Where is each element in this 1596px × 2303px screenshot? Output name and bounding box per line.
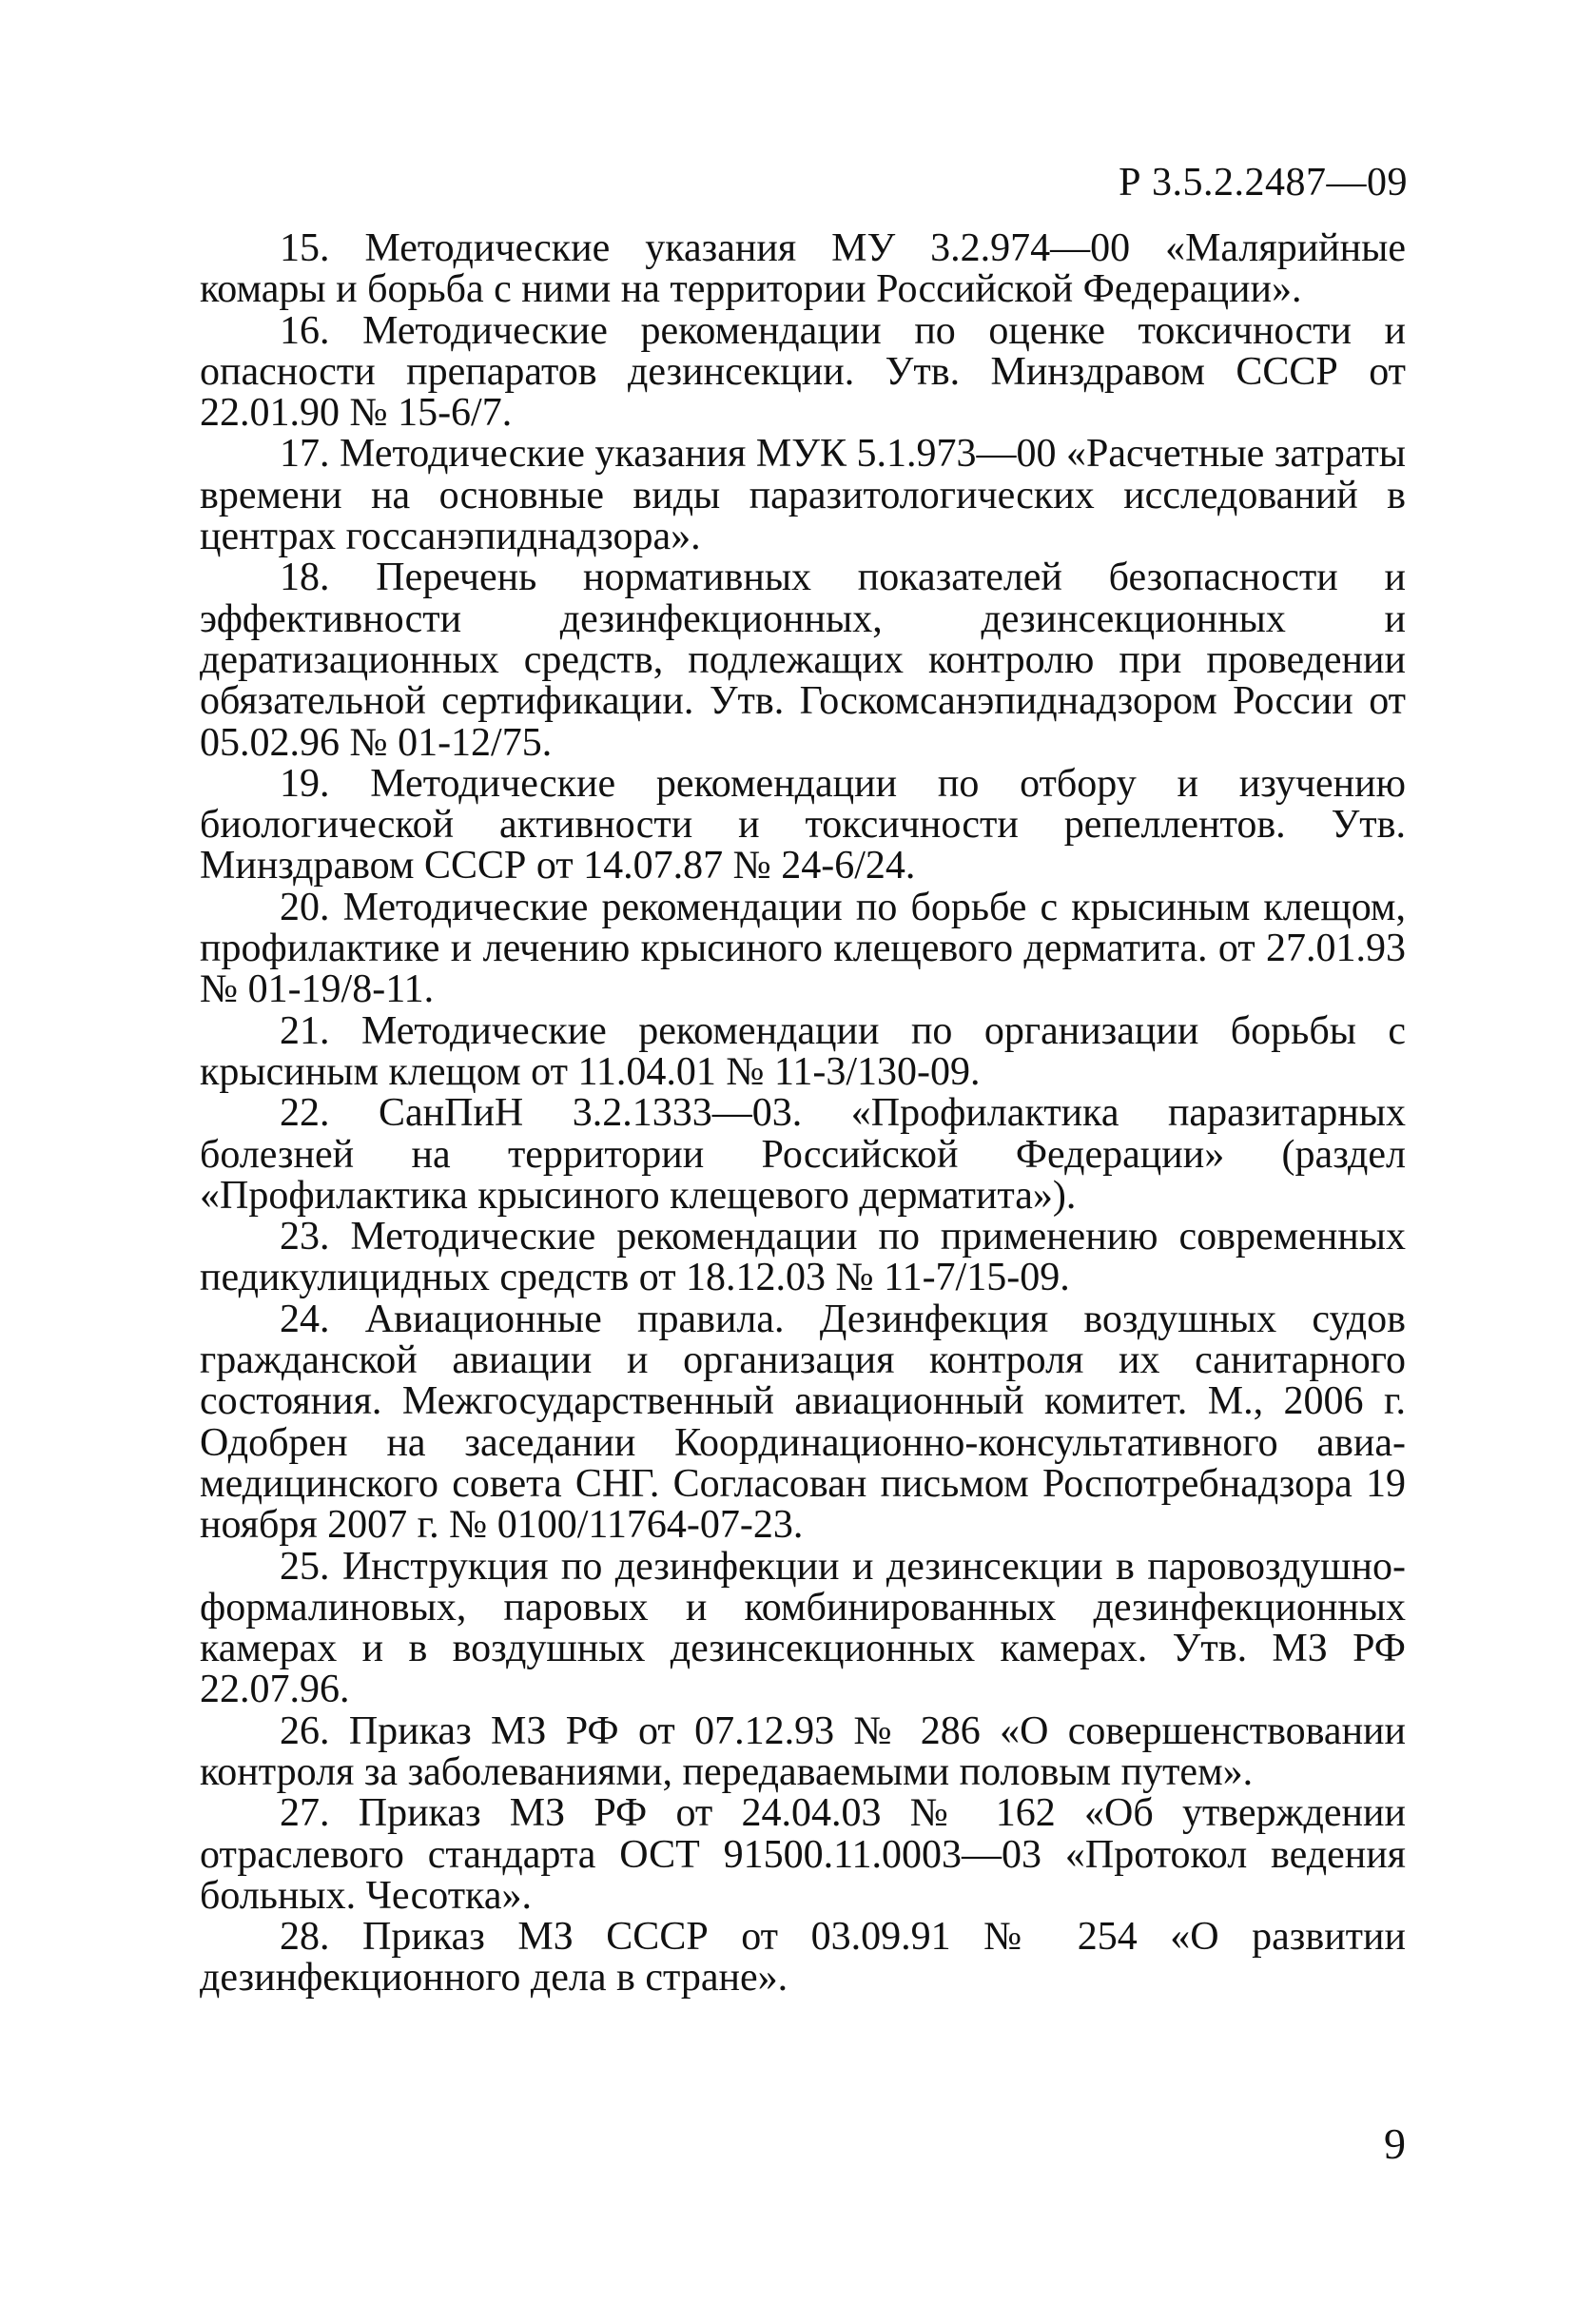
- reference-item-27: 27. Приказ МЗ РФ от 24.04.03 № 162 «Об утверждении отраслевого стандарта ОСТ 91500.11.0003—03 «Протокол ведения больных. Чесотка».: [200, 1791, 1406, 1918]
- document-code-header: Р 3.5.2.2487—09: [1119, 161, 1408, 205]
- reference-item-22: 22. СанПиН 3.2.1333—03. «Профилактика паразитарных болезней на территории Российской Федерации» (раздел «Профилактика крысиного клещевого дерматита»).: [200, 1091, 1406, 1218]
- reference-item-26: 26. Приказ МЗ РФ от 07.12.93 № 286 «О совершенствовании контроля за заболеваниями, передаваемыми половым путем».: [200, 1708, 1406, 1794]
- reference-item-23: 23. Методические рекомендации по применению современных педикулицидных средств от 18.12.03 № 11-7/15-09.: [200, 1215, 1406, 1300]
- reference-item-28: 28. Приказ МЗ СССР от 03.09.91 № 254 «О развитии дезинфекционного дела в стране».: [200, 1915, 1406, 2000]
- page-number: 9: [1384, 2119, 1406, 2168]
- reference-item-17: 17. Методические указания МУК 5.1.973—00 «Расчетные затраты времени на основные виды паразитологических исследований в центрах госсанэпиднадзора».: [200, 432, 1406, 559]
- reference-item-25: 25. Инструкция по дезинфекции и дезинсекции в паровоздушно-формалиновых, паровых и комбинированных дезинфекционных камерах и в воздушных дезинсекционных камерах. Утв. МЗ РФ 22.07.96.: [200, 1544, 1406, 1712]
- reference-item-15: 15. Методические указания МУ 3.2.974—00 «Малярийные комары и борьба с ними на территории Российской Федерации».: [200, 226, 1406, 312]
- reference-item-18: 18. Перечень нормативных показателей безопасности и эффективности дезинфекционных, дезинсекционных и дератизационных средств, подлежащих контролю при проведении обязательной сертификации. Утв. Госкомсанэпиднадзором России от 05.02.96 № 01-12/75.: [200, 556, 1406, 765]
- reference-list: [200, 228, 1406, 2000]
- reference-item-16: 16. Методические рекомендации по оценке токсичности и опасности препаратов дезинсекции. Утв. Минздравом СССР от 22.01.90 № 15-6/7.: [200, 308, 1406, 436]
- reference-item-24: 24. Авиационные правила. Дезинфекция воздушных судов гражданской авиации и организация контроля их санитарного состояния. Межгосударственный авиационный комитет. М., 2006 г. Одобрен на заседании Координационно-консультативного авиа-медицинского совета СНГ. Согласован письмом Роспотребнадзора 19 ноября 2007 г. № 0100/11764-07-23.: [200, 1297, 1406, 1548]
- reference-item-21: 21. Методические рекомендации по организации борьбы с крысиным клещом от 11.04.01 № 11-3/130-09.: [200, 1008, 1406, 1094]
- reference-item-19: 19. Методические рекомендации по отбору и изучению биологической активности и токсичности репеллентов. Утв. Минздравом СССР от 14.07.87 № 24-6/24.: [200, 761, 1406, 888]
- reference-item-20: 20. Методические рекомендации по борьбе с крысиным клещом, профилактике и лечению крысиного клещевого дерматита. от 27.01.93 № 01-19/8-11.: [200, 885, 1406, 1012]
